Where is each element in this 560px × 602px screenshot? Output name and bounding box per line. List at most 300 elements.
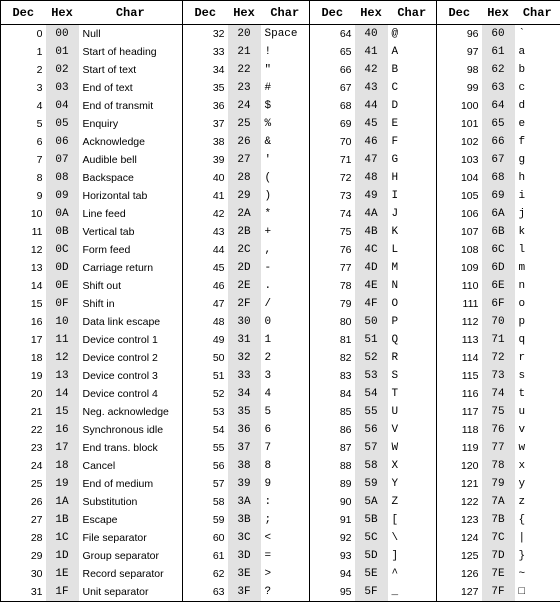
hex-value: 22 — [228, 61, 261, 79]
dec-value: 23 — [1, 439, 46, 457]
char-value: b — [515, 61, 560, 79]
dec-value: 40 — [183, 169, 228, 187]
char-value: f — [515, 133, 560, 151]
dec-value: 35 — [183, 79, 228, 97]
dec-value: 64 — [310, 25, 355, 44]
hex-value: 7E — [482, 565, 515, 583]
dec-value: 101 — [437, 115, 482, 133]
hex-value: 67 — [482, 151, 515, 169]
hex-value: 09 — [46, 187, 79, 205]
char-value: Space — [261, 25, 310, 44]
char-value: 6 — [261, 421, 310, 439]
dec-value: 85 — [310, 403, 355, 421]
dec-value: 42 — [183, 205, 228, 223]
hex-value: 47 — [355, 151, 388, 169]
hex-value: 5A — [355, 493, 388, 511]
hex-value: 40 — [355, 25, 388, 44]
hex-value: 54 — [355, 385, 388, 403]
char-value: n — [515, 277, 560, 295]
dec-header: Dec — [183, 1, 228, 25]
hex-value: 58 — [355, 457, 388, 475]
dec-value: 121 — [437, 475, 482, 493]
dec-value: 126 — [437, 565, 482, 583]
char-value: \ — [388, 529, 437, 547]
dec-value: 113 — [437, 331, 482, 349]
dec-value: 17 — [1, 331, 46, 349]
table-row — [1, 25, 560, 44]
dec-value: 56 — [183, 457, 228, 475]
hex-value: 07 — [46, 151, 79, 169]
hex-value: 56 — [355, 421, 388, 439]
dec-value: 49 — [183, 331, 228, 349]
dec-value: 72 — [310, 169, 355, 187]
dec-value: 41 — [183, 187, 228, 205]
hex-value: 21 — [228, 43, 261, 61]
char-value: Enquiry — [79, 115, 183, 133]
char-value: . — [261, 277, 310, 295]
hex-value: 51 — [355, 331, 388, 349]
hex-value: 0C — [46, 241, 79, 259]
char-value: k — [515, 223, 560, 241]
char-value: x — [515, 457, 560, 475]
char-value: Cancel — [79, 457, 183, 475]
hex-header: Hex — [355, 1, 388, 25]
char-value: e — [515, 115, 560, 133]
dec-value: 43 — [183, 223, 228, 241]
table-row — [1, 403, 560, 421]
table-row — [1, 277, 560, 295]
dec-value: 18 — [1, 349, 46, 367]
char-header: Char — [388, 1, 437, 25]
dec-value: 77 — [310, 259, 355, 277]
hex-value: 50 — [355, 313, 388, 331]
char-value: Vertical tab — [79, 223, 183, 241]
dec-value: 7 — [1, 151, 46, 169]
char-value: Synchronous idle — [79, 421, 183, 439]
char-value: Horizontal tab — [79, 187, 183, 205]
dec-value: 95 — [310, 583, 355, 602]
hex-value: 26 — [228, 133, 261, 151]
hex-value: 7F — [482, 583, 515, 602]
char-value: Device control 3 — [79, 367, 183, 385]
table-row — [1, 61, 560, 79]
dec-value: 45 — [183, 259, 228, 277]
dec-value: 37 — [183, 115, 228, 133]
hex-value: 3C — [228, 529, 261, 547]
char-value: / — [261, 295, 310, 313]
dec-header: Dec — [1, 1, 46, 25]
char-value: Group separator — [79, 547, 183, 565]
char-value: E — [388, 115, 437, 133]
dec-value: 33 — [183, 43, 228, 61]
dec-value: 8 — [1, 169, 46, 187]
hex-value: 70 — [482, 313, 515, 331]
dec-value: 25 — [1, 475, 46, 493]
char-value: J — [388, 205, 437, 223]
char-value: Start of heading — [79, 43, 183, 61]
char-value: 7 — [261, 439, 310, 457]
char-value: L — [388, 241, 437, 259]
dec-value: 118 — [437, 421, 482, 439]
dec-value: 86 — [310, 421, 355, 439]
char-value: File separator — [79, 529, 183, 547]
char-header: Char — [515, 1, 560, 25]
char-value: H — [388, 169, 437, 187]
hex-value: 3E — [228, 565, 261, 583]
char-value: Form feed — [79, 241, 183, 259]
hex-value: 00 — [46, 25, 79, 44]
dec-value: 67 — [310, 79, 355, 97]
char-value: Audible bell — [79, 151, 183, 169]
dec-value: 89 — [310, 475, 355, 493]
hex-value: 6C — [482, 241, 515, 259]
dec-value: 19 — [1, 367, 46, 385]
dec-value: 58 — [183, 493, 228, 511]
hex-value: 17 — [46, 439, 79, 457]
hex-value: 5E — [355, 565, 388, 583]
hex-value: 35 — [228, 403, 261, 421]
char-value: ] — [388, 547, 437, 565]
dec-value: 116 — [437, 385, 482, 403]
char-value: [ — [388, 511, 437, 529]
hex-value: 6F — [482, 295, 515, 313]
dec-value: 52 — [183, 385, 228, 403]
hex-value: 43 — [355, 79, 388, 97]
hex-value: 4A — [355, 205, 388, 223]
char-value: > — [261, 565, 310, 583]
char-value: Y — [388, 475, 437, 493]
hex-value: 3D — [228, 547, 261, 565]
table-row — [1, 439, 560, 457]
char-value: Escape — [79, 511, 183, 529]
table-row — [1, 385, 560, 403]
hex-value: 1E — [46, 565, 79, 583]
hex-value: 66 — [482, 133, 515, 151]
char-value: End trans. block — [79, 439, 183, 457]
hex-value: 13 — [46, 367, 79, 385]
char-value: F — [388, 133, 437, 151]
hex-value: 06 — [46, 133, 79, 151]
char-value: G — [388, 151, 437, 169]
dec-value: 60 — [183, 529, 228, 547]
char-value: D — [388, 97, 437, 115]
dec-value: 27 — [1, 511, 46, 529]
char-value: v — [515, 421, 560, 439]
dec-value: 102 — [437, 133, 482, 151]
dec-value: 81 — [310, 331, 355, 349]
dec-value: 11 — [1, 223, 46, 241]
hex-value: 6E — [482, 277, 515, 295]
dec-value: 100 — [437, 97, 482, 115]
table-row — [1, 241, 560, 259]
char-value: T — [388, 385, 437, 403]
table-row — [1, 133, 560, 151]
hex-value: 52 — [355, 349, 388, 367]
hex-value: 3A — [228, 493, 261, 511]
hex-value: 2D — [228, 259, 261, 277]
dec-value: 94 — [310, 565, 355, 583]
char-value: { — [515, 511, 560, 529]
char-value: t — [515, 385, 560, 403]
char-value: _ — [388, 583, 437, 602]
char-value: 3 — [261, 367, 310, 385]
dec-value: 84 — [310, 385, 355, 403]
char-value: W — [388, 439, 437, 457]
char-value: s — [515, 367, 560, 385]
char-value: Record separator — [79, 565, 183, 583]
char-value: X — [388, 457, 437, 475]
hex-value: 34 — [228, 385, 261, 403]
char-value: $ — [261, 97, 310, 115]
char-value: - — [261, 259, 310, 277]
hex-value: 14 — [46, 385, 79, 403]
hex-value: 74 — [482, 385, 515, 403]
hex-value: 2B — [228, 223, 261, 241]
hex-value: 55 — [355, 403, 388, 421]
dec-value: 10 — [1, 205, 46, 223]
char-value: 4 — [261, 385, 310, 403]
dec-value: 61 — [183, 547, 228, 565]
dec-value: 127 — [437, 583, 482, 602]
hex-value: 7A — [482, 493, 515, 511]
dec-value: 13 — [1, 259, 46, 277]
char-value: N — [388, 277, 437, 295]
hex-value: 63 — [482, 79, 515, 97]
dec-value: 32 — [183, 25, 228, 44]
table-row — [1, 565, 560, 583]
char-value: ~ — [515, 565, 560, 583]
char-value: | — [515, 529, 560, 547]
dec-value: 87 — [310, 439, 355, 457]
char-value: I — [388, 187, 437, 205]
char-value: z — [515, 493, 560, 511]
char-value: @ — [388, 25, 437, 44]
char-value: O — [388, 295, 437, 313]
hex-value: 23 — [228, 79, 261, 97]
hex-value: 0B — [46, 223, 79, 241]
char-value: : — [261, 493, 310, 511]
dec-value: 106 — [437, 205, 482, 223]
table-row — [1, 331, 560, 349]
dec-value: 66 — [310, 61, 355, 79]
hex-value: 39 — [228, 475, 261, 493]
dec-value: 109 — [437, 259, 482, 277]
dec-value: 53 — [183, 403, 228, 421]
hex-value: 11 — [46, 331, 79, 349]
hex-value: 27 — [228, 151, 261, 169]
char-value: i — [515, 187, 560, 205]
char-value: j — [515, 205, 560, 223]
char-value: K — [388, 223, 437, 241]
hex-value: 62 — [482, 61, 515, 79]
char-value: " — [261, 61, 310, 79]
dec-value: 38 — [183, 133, 228, 151]
char-value: c — [515, 79, 560, 97]
dec-value: 71 — [310, 151, 355, 169]
char-value: Data link escape — [79, 313, 183, 331]
dec-value: 50 — [183, 349, 228, 367]
hex-value: 18 — [46, 457, 79, 475]
char-value: ! — [261, 43, 310, 61]
hex-value: 4C — [355, 241, 388, 259]
hex-value: 60 — [482, 25, 515, 44]
table-row — [1, 43, 560, 61]
hex-value: 49 — [355, 187, 388, 205]
table-row — [1, 475, 560, 493]
char-value: ` — [515, 25, 560, 44]
hex-value: 2C — [228, 241, 261, 259]
hex-value: 29 — [228, 187, 261, 205]
hex-value: 46 — [355, 133, 388, 151]
dec-value: 65 — [310, 43, 355, 61]
hex-value: 71 — [482, 331, 515, 349]
dec-value: 1 — [1, 43, 46, 61]
char-value: q — [515, 331, 560, 349]
hex-value: 68 — [482, 169, 515, 187]
hex-value: 15 — [46, 403, 79, 421]
dec-value: 96 — [437, 25, 482, 44]
char-value: * — [261, 205, 310, 223]
char-value: + — [261, 223, 310, 241]
hex-header: Hex — [228, 1, 261, 25]
dec-value: 54 — [183, 421, 228, 439]
hex-value: 65 — [482, 115, 515, 133]
hex-value: 1F — [46, 583, 79, 602]
hex-value: 37 — [228, 439, 261, 457]
hex-value: 31 — [228, 331, 261, 349]
table-row — [1, 457, 560, 475]
hex-value: 57 — [355, 439, 388, 457]
char-value: w — [515, 439, 560, 457]
char-value: m — [515, 259, 560, 277]
hex-value: 45 — [355, 115, 388, 133]
dec-value: 105 — [437, 187, 482, 205]
dec-value: 47 — [183, 295, 228, 313]
char-value: □ — [515, 583, 560, 602]
char-value: r — [515, 349, 560, 367]
table-row — [1, 79, 560, 97]
table-body — [1, 25, 560, 602]
dec-value: 97 — [437, 43, 482, 61]
hex-value: 1D — [46, 547, 79, 565]
char-value: A — [388, 43, 437, 61]
char-value: Device control 1 — [79, 331, 183, 349]
table-row — [1, 547, 560, 565]
dec-value: 75 — [310, 223, 355, 241]
hex-value: 24 — [228, 97, 261, 115]
dec-value: 108 — [437, 241, 482, 259]
dec-value: 122 — [437, 493, 482, 511]
char-value: U — [388, 403, 437, 421]
char-value: g — [515, 151, 560, 169]
dec-value: 79 — [310, 295, 355, 313]
char-value: ) — [261, 187, 310, 205]
hex-value: 41 — [355, 43, 388, 61]
table-row — [1, 349, 560, 367]
table-row — [1, 313, 560, 331]
char-value: P — [388, 313, 437, 331]
hex-value: 69 — [482, 187, 515, 205]
char-value: ' — [261, 151, 310, 169]
hex-value: 25 — [228, 115, 261, 133]
hex-value: 44 — [355, 97, 388, 115]
table-row — [1, 421, 560, 439]
char-value: Acknowledge — [79, 133, 183, 151]
hex-value: 7D — [482, 547, 515, 565]
dec-value: 112 — [437, 313, 482, 331]
hex-value: 01 — [46, 43, 79, 61]
table-row — [1, 97, 560, 115]
hex-value: 42 — [355, 61, 388, 79]
dec-value: 110 — [437, 277, 482, 295]
dec-value: 88 — [310, 457, 355, 475]
table-row — [1, 367, 560, 385]
dec-value: 92 — [310, 529, 355, 547]
char-value: B — [388, 61, 437, 79]
dec-value: 70 — [310, 133, 355, 151]
char-value: y — [515, 475, 560, 493]
char-value: Shift in — [79, 295, 183, 313]
dec-value: 98 — [437, 61, 482, 79]
dec-value: 48 — [183, 313, 228, 331]
hex-value: 0F — [46, 295, 79, 313]
hex-value: 38 — [228, 457, 261, 475]
char-value: Line feed — [79, 205, 183, 223]
dec-value: 2 — [1, 61, 46, 79]
char-value: ^ — [388, 565, 437, 583]
dec-value: 111 — [437, 295, 482, 313]
hex-value: 59 — [355, 475, 388, 493]
char-value: } — [515, 547, 560, 565]
hex-value: 5B — [355, 511, 388, 529]
hex-value: 5D — [355, 547, 388, 565]
char-header: Char — [79, 1, 183, 25]
table-row — [1, 583, 560, 602]
dec-value: 15 — [1, 295, 46, 313]
hex-value: 7C — [482, 529, 515, 547]
hex-value: 6B — [482, 223, 515, 241]
dec-value: 83 — [310, 367, 355, 385]
table-row — [1, 151, 560, 169]
char-value: Unit separator — [79, 583, 183, 602]
hex-value: 61 — [482, 43, 515, 61]
dec-header: Dec — [310, 1, 355, 25]
hex-value: 33 — [228, 367, 261, 385]
char-value: o — [515, 295, 560, 313]
hex-value: 2E — [228, 277, 261, 295]
char-value: a — [515, 43, 560, 61]
table-row — [1, 169, 560, 187]
table-row — [1, 115, 560, 133]
char-value: Start of text — [79, 61, 183, 79]
dec-value: 123 — [437, 511, 482, 529]
hex-value: 05 — [46, 115, 79, 133]
hex-value: 16 — [46, 421, 79, 439]
dec-value: 124 — [437, 529, 482, 547]
hex-value: 6A — [482, 205, 515, 223]
dec-value: 6 — [1, 133, 46, 151]
dec-value: 93 — [310, 547, 355, 565]
hex-value: 32 — [228, 349, 261, 367]
dec-value: 22 — [1, 421, 46, 439]
char-value: ( — [261, 169, 310, 187]
header-row — [1, 1, 560, 25]
dec-value: 30 — [1, 565, 46, 583]
dec-value: 99 — [437, 79, 482, 97]
dec-value: 0 — [1, 25, 46, 44]
hex-value: 76 — [482, 421, 515, 439]
dec-value: 29 — [1, 547, 46, 565]
